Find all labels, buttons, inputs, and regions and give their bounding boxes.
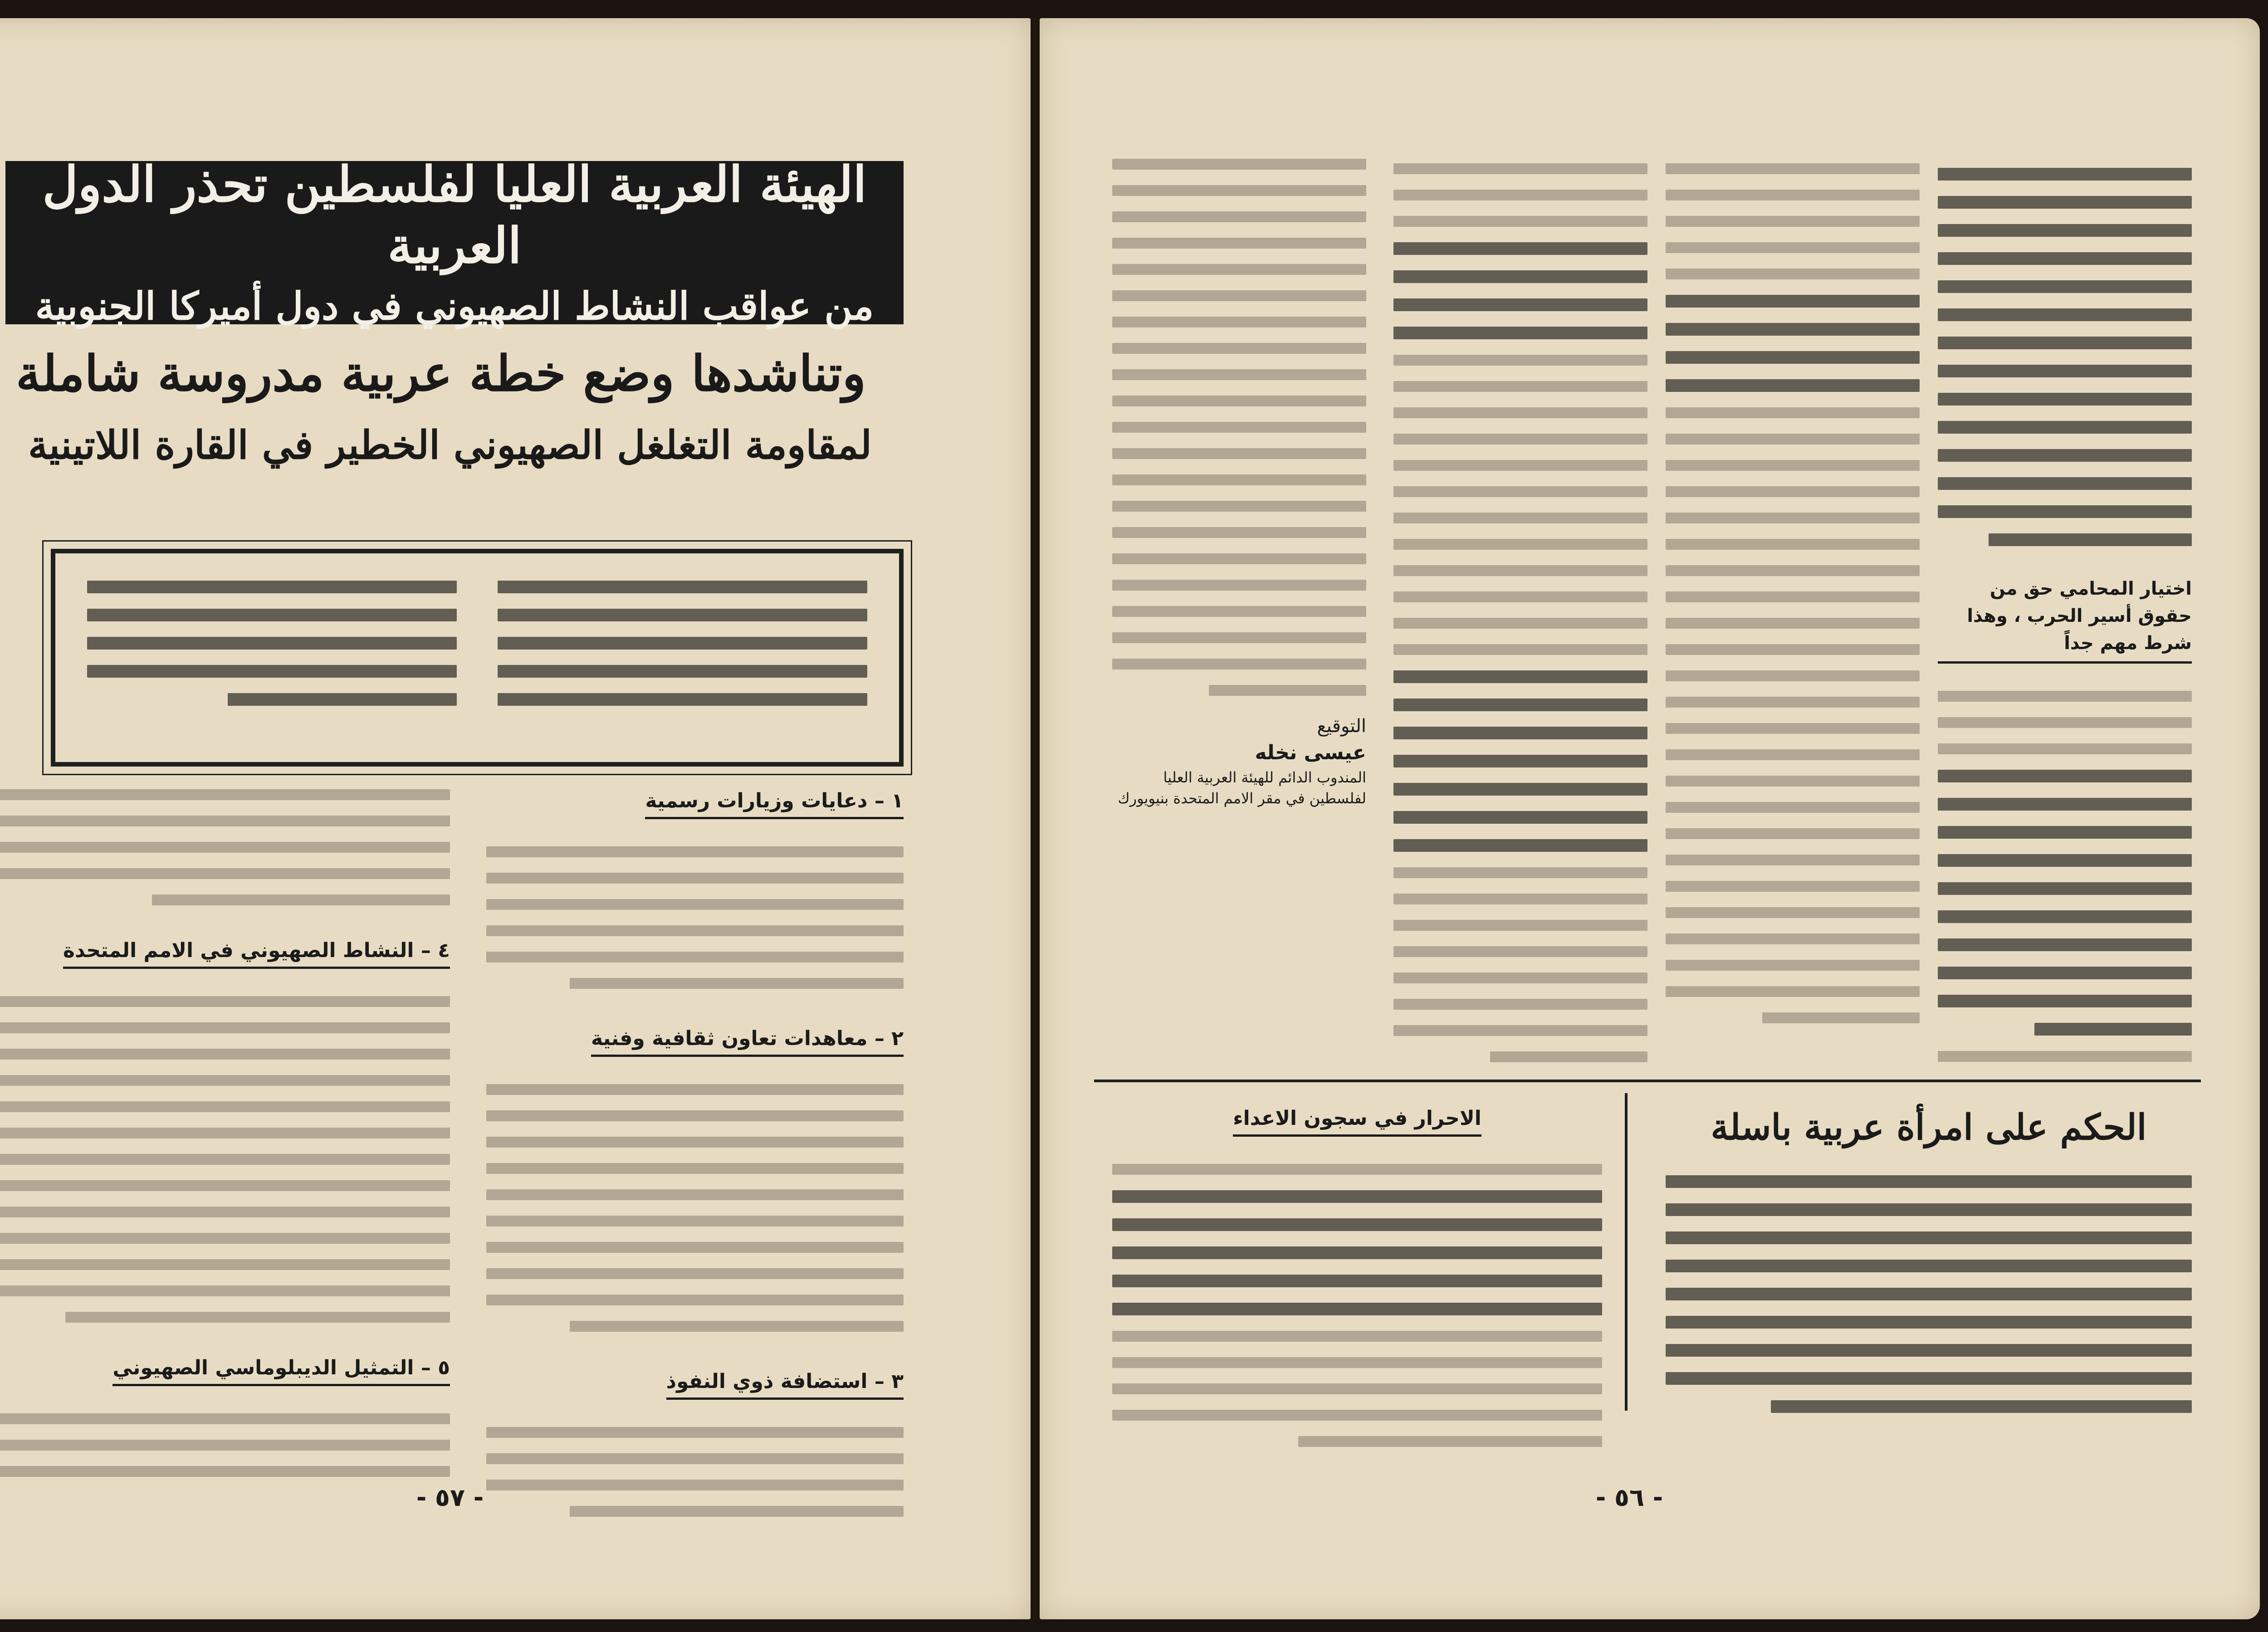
section-5-title: ٥ – التمثيل الديبلوماسي الصهيوني [112,1356,450,1386]
section-4-body [0,996,450,1338]
headline-line-1: الهيئة العربية العليا لفلسطين تحذر الدول العربية [42,156,867,275]
column-right [486,789,904,1532]
signature-place: لفلسطين في مقر الامم المتحدة بنيويورك [1118,790,1366,807]
lawyer-right-subhead: اختيار المحامي حق من حقوق أسير الحرب ، وهذا شرط مهم جداً [1938,575,2192,664]
intro-box [51,549,904,767]
right-col-3 [1393,163,1647,1078]
intro-text-right [498,581,867,735]
page-56 [1040,18,2260,1619]
signature-name: عيسى نخله [1255,741,1366,764]
bottom-divider [1094,1080,2201,1082]
section-4-title: ٤ – النشاط الصهيوني في الامم المتحدة [63,939,450,969]
headline-line-3: وتناشدها وضع خطة عربية مدروسة شاملة [15,345,866,402]
page-number-56: - ٥٦ - [1595,1483,1663,1512]
section-1-title: ١ – دعايات وزيارات رسمية [645,789,904,819]
headline-banner [5,156,904,329]
right-col-1 [1938,168,2192,1077]
signature-role: المندوب الدائم للهيئة العربية العليا [1163,769,1366,786]
column-left-lead [0,789,450,921]
page-number-57: - ٥٧ - [416,1483,484,1512]
bottom-column-divider [1625,1093,1628,1411]
woman-title: الحكم على امرأة عربية باسلة [1711,1107,2147,1148]
woman-box [1666,1107,2192,1428]
prisons-box [1112,1107,1602,1462]
page-57 [0,18,1031,1619]
section-3-title: ٣ – استضافة ذوي النفوذ [666,1370,904,1400]
signature-label: التوقيع [1317,716,1366,737]
headline-line-4: لمقاومة التغلغل الصهيوني الخطير في القارة اللاتينية [28,422,872,468]
section-1-body [486,846,904,1004]
headline-line-2: من عواقب النشاط الصهيوني في دول أميركا الجنوبية [35,283,874,329]
section-2-title: ٢ – معاهدات تعاون ثقافية وفنية [591,1027,904,1057]
column-left [0,789,450,1492]
right-col-2 [1666,163,1920,1039]
right-col-4 [1112,159,1366,807]
section-5-body [0,1413,450,1492]
section-2-body [486,1084,904,1347]
intro-text-left [87,581,457,735]
prisons-title: الاحرار في سجون الاعداء [1233,1107,1481,1137]
section-3-body [486,1427,904,1532]
